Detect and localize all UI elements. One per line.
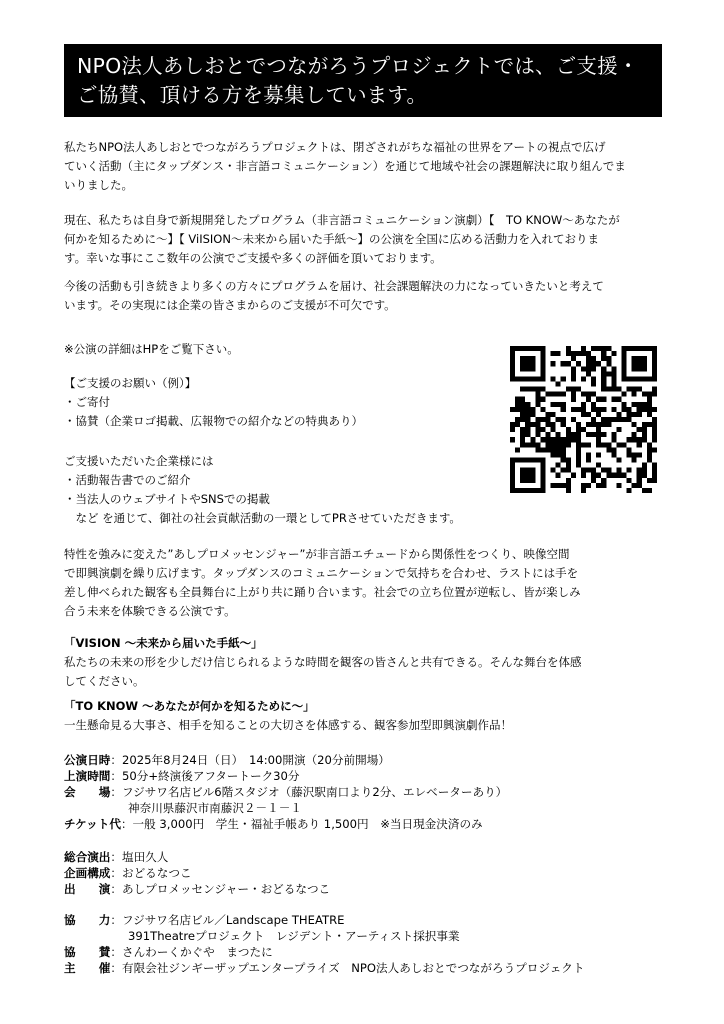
support-label: 協 賛 <box>64 945 111 959</box>
banner-line-1: NPO法人あしおとでつながろうプロジェクトでは、ご支援・ <box>77 54 639 78</box>
benefit-item: ・活動報告書でのご紹介 <box>64 473 191 487</box>
text-line: ていく活動（主にタップダンス・非言語コミュニケーション）を通じて地域や社会の課題解決に取り組んでま <box>64 159 626 173</box>
text-line: 一生懸命見る大事さ、相手を知ることの大切さを体感する、観客参加型即興演劇作品！ <box>64 718 513 732</box>
text-line: 私たちNPO法人あしおとでつながろうプロジェクトは、閉ざされがちな福祉の世界をアートの視点で広げ <box>64 140 606 154</box>
text-line: いりました。 <box>64 178 133 192</box>
duration-label: 上演時間 <box>64 769 111 783</box>
text-line: 私たちの未来の形を少しだけ信じられるような時間を観客の皆さんと共有できる。そんな舞台を体感 <box>64 655 582 669</box>
benefit-item: ・当法人のウェブサイトやSNSでの掲載 <box>64 492 270 506</box>
venue-value: ：フジサワ名店ビル6階スタジオ（藤沢駅南口より2分、エレベーターあり） <box>110 785 508 799</box>
support-request <box>64 374 494 431</box>
support-value: ：さんわーくかぐや まつたに <box>110 945 273 959</box>
text-line: 特性を強みに変えた”あしプロメッセンジャー”が非言語エチュードから関係性をつくり、映像空間 <box>64 547 570 561</box>
text-line: 現在、私たちは自身で新規開発したプログラム（非言語コミュニケーション演劇）【 TO KNOW～あなたが <box>64 213 620 227</box>
intro-paragraph-2 <box>64 211 674 268</box>
performance-description <box>64 545 674 621</box>
event-details <box>64 752 507 832</box>
text-line: 差し伸べられた観客も全員舞台に上がり共に踊り合います。社会での立ち位置が逆転し、皆が楽しみ <box>64 585 581 599</box>
text-line: ※公演の詳細はHPをご覧下さい。 <box>64 342 239 356</box>
program-title: 「TO KNOW ～あなたが何かを知るために～」 <box>64 699 315 713</box>
composition-value: ：おどるなつこ <box>110 866 192 880</box>
text-line: 何かを知るために～】【 ViISION～未来から届いた手紙～】の公演を全国に広める活動力を入れておりま <box>64 232 599 246</box>
program-title: 「VISION ～未来から届いた手紙～」 <box>64 636 263 650</box>
venue-address: 神奈川県藤沢市南藤沢２－１－１ <box>128 801 302 815</box>
text-line: す。幸いな事にここ数年の公演でご支援や多くの評価を頂いております。 <box>64 251 442 265</box>
host-label: 主 催 <box>64 961 111 975</box>
program-vision <box>64 634 674 691</box>
benefits-closing: など を通じて、御社の社会貢献活動の一環としてPRさせていただきます。 <box>64 511 461 525</box>
cast-value: ：あしプロメッセンジャー・おどるなつこ <box>110 882 331 896</box>
support-item: ・協賛（企業ロゴ掲載、広報物での紹介などの特典あり） <box>64 414 363 428</box>
program-to-know <box>64 697 674 735</box>
header-banner <box>64 44 662 117</box>
date-value: ：2025年8月24日（日） 14:00開演（20分前開場） <box>110 753 390 767</box>
cooperation-value: ：フジサワ名店ビル／Landscape THEATRE <box>110 913 345 927</box>
intro-paragraph-1 <box>64 138 674 195</box>
ticket-value: ：一般 3,000円 学生・福祉手帳あり 1,500円 ※当日現金決済のみ <box>120 817 483 831</box>
venue-label: 会 場 <box>64 785 111 799</box>
text-line: で即興演劇を繰り広げます。タップダンスのコミュニケーションで気持ちを合わせ、ラストには手を <box>64 566 579 580</box>
cooperation-value-2: 391Theatreプロジェクト レジデント・アーティスト採択事業 <box>128 929 460 943</box>
sponsors <box>64 912 585 976</box>
host-value: ：有限会社ジンギーザップエンタープライズ NPO法人あしおとでつながろうプロジェクト <box>110 961 585 975</box>
director-value: ：塩田久人 <box>110 850 169 864</box>
ticket-label: チケット代 <box>64 817 121 831</box>
intro-paragraph-3 <box>64 277 674 315</box>
banner-line-2: ご協賛、頂ける方を募集しています。 <box>77 83 428 107</box>
credits <box>64 849 330 897</box>
cast-label: 出 演 <box>64 882 111 896</box>
benefits-heading: ご支援いただいた企業様には <box>64 454 214 468</box>
director-label: 総合演出 <box>64 850 111 864</box>
support-item: ・ご寄付 <box>64 395 110 409</box>
support-heading: 【ご支援のお願い（例）】 <box>64 376 197 390</box>
duration-value: ：50分+終演後アフタートーク30分 <box>110 769 300 783</box>
qr-code-icon[interactable] <box>510 346 657 493</box>
text-line: 合う未来を体験できる公演です。 <box>64 604 236 618</box>
text-line: 今後の活動も引き続きより多くの方々にプログラムを届け、社会課題解決の力になっていきたいと考えて <box>64 279 604 293</box>
text-line: してください。 <box>64 674 145 688</box>
composition-label: 企画構成 <box>64 866 111 880</box>
cooperation-label: 協 力 <box>64 913 111 927</box>
text-line: います。その実現には企業の皆さまからのご支援が不可欠です。 <box>64 298 396 312</box>
date-label: 公演日時 <box>64 753 111 767</box>
